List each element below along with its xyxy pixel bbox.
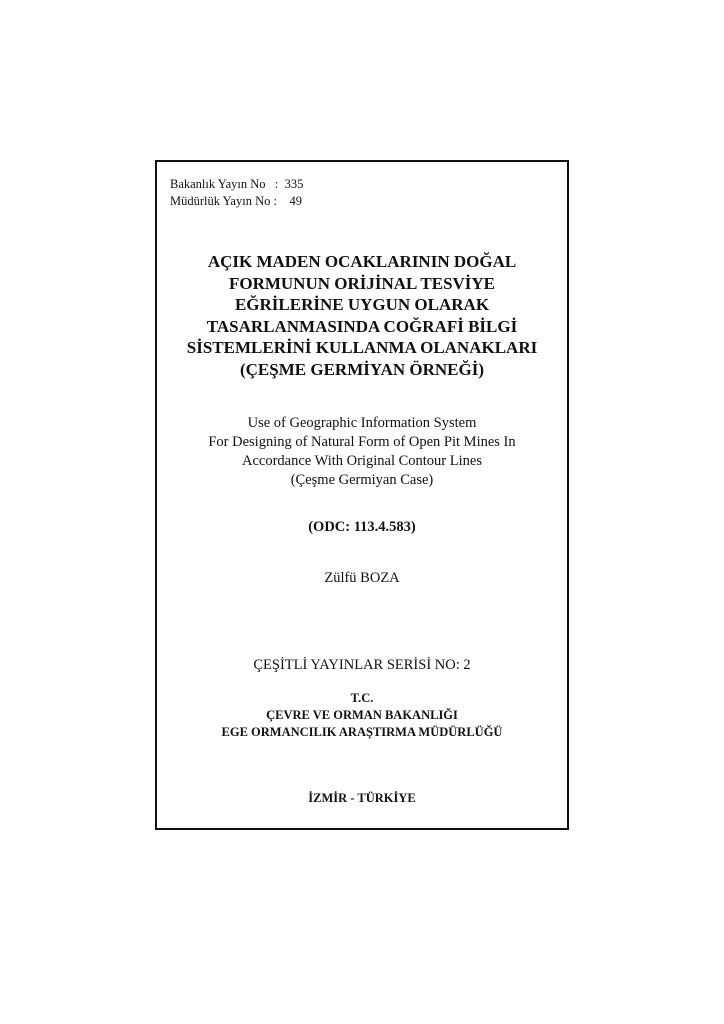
organization-line: EGE ORMANCILIK ARAŞTIRMA MÜDÜRLÜĞÜ (221, 725, 503, 739)
organization-line: T.C. (350, 691, 374, 705)
english-title-line: (Çeşme Germiyan Case) (290, 472, 434, 488)
english-title-line: For Designing of Natural Form of Open Pit Mines In (208, 434, 516, 450)
author-name: Zülfü BOZA (324, 570, 400, 586)
turkish-title-line: AÇIK MADEN OCAKLARININ DOĞAL (207, 252, 517, 271)
english-title (157, 414, 567, 490)
organization-block (157, 690, 567, 741)
turkish-title-line: TASARLANMASINDA COĞRAFİ BİLGİ (206, 316, 518, 336)
english-title-line: Accordance With Original Contour Lines (242, 453, 482, 469)
turkish-title-line: SİSTEMLERİNİ KULLANMA OLANAKLARI (186, 338, 538, 357)
ministry-publication-number: Bakanlık Yayın No : 335 (170, 177, 304, 191)
turkish-title-line: FORMUNUN ORİJİNAL TESVİYE (228, 273, 496, 293)
turkish-title-line: EĞRİLERİNE UYGUN OLARAK (234, 295, 490, 314)
directorate-publication-number: Müdürlük Yayın No : 49 (170, 194, 302, 208)
publication-info (170, 176, 303, 210)
cover-frame (155, 160, 569, 830)
turkish-title (157, 251, 567, 380)
turkish-title-line: (ÇEŞME GERMİYAN ÖRNEĞİ) (239, 359, 484, 379)
series-number: ÇEŞİTLİ YAYINLAR SERİSİ NO: 2 (253, 657, 471, 673)
english-title-line: Use of Geographic Information System (247, 415, 477, 431)
city-country: İZMİR - TÜRKİYE (308, 791, 416, 805)
odc-code: (ODC: 113.4.583) (308, 519, 416, 535)
organization-line: ÇEVRE VE ORMAN BAKANLIĞI (266, 708, 458, 722)
